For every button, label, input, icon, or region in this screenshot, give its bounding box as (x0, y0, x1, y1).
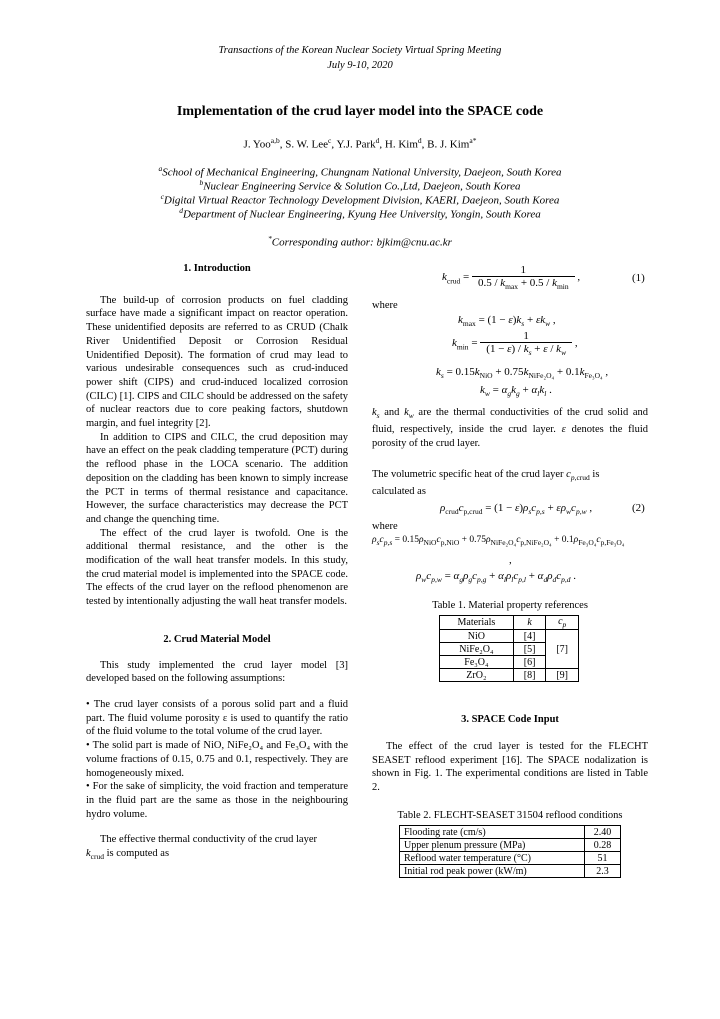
affiliation-b: $^b$Nuclear Engineering Service & Solution Co.,Ltd, Daejeon, South Korea (199, 178, 521, 193)
equation-kw: $k_w = \alpha_gk_g + \alpha_lk_l$ . (480, 384, 552, 399)
table-row (400, 839, 621, 852)
table-cell: 2.40 (584, 826, 620, 839)
table-cell: 0.28 (584, 839, 620, 852)
table-header-cell: Materials (440, 616, 514, 630)
table-row (400, 826, 621, 839)
table-cell: [9] (546, 669, 579, 682)
assumption-bullet-3: • For the sake of simplicity, the void fraction and temperature in the fluid part are the same as those in the neighbouring hydro volume. (86, 781, 348, 820)
model-intro-paragraph: This study implemented the crud layer model [3] developed based on the following assumptions: (86, 659, 348, 685)
intro-paragraph-1: The build-up of corrosion products on fuel cladding surface have made a significant impact on reactor operation. These unidentified deposits are referred to as CRUD (Chalk River Unidentified Deposit or Corrosion Residual Unidentified Deposit). The formation of crud may lead to various undesirable consequences such as crud-induced power shift (CIPS) and crud-induced localized corrosion (CILC) [1]. CIPS and CILC should be addressed on the safety of nuclear reactors due to core peaking factors, shutdown margin, and fuel integrity [2]. (86, 294, 348, 430)
table-cell: ZrO₂ (440, 669, 514, 682)
table-cell: [7] (546, 630, 579, 669)
equation-rho-cps: $\rho_sc_{p,s} = 0.15\rho_{NiO}c_{p,NiO} + 0.75\rho_{NiFe_2O_4}c_{p,NiFe_2O_4} + 0.1\rho_{Fe_3O_4}c_{p,Fe_3O_4}$ (372, 535, 625, 547)
table-cell: [5] (513, 643, 546, 656)
table-row (440, 669, 579, 682)
table-2-caption: Table 2. FLECHT-SEASET 31504 reflood conditions (397, 810, 623, 821)
where-label-2: where (372, 521, 398, 532)
equation-2-number: (2) (632, 502, 645, 514)
table-cell: 51 (584, 852, 620, 865)
table-cell: Fe₃O₄ (440, 656, 514, 669)
table-cell: Initial rod peak power (kW/m) (400, 865, 585, 878)
equation-rho-cpw: $\rho_wc_{p,w} = \alpha_g\rho_gc_{p,g} + \alpha_l\rho_lc_{p,l} + \alpha_d\rho_dc_{p,d}$ . (416, 570, 576, 585)
running-header-date: July 9-10, 2020 (327, 60, 393, 71)
assumption-bullet-1: • The crud layer consists of a porous solid part and a fluid part. The fluid volume porosity ε is used to quantify the ratio of the fluid volume to the total volume of the crud layer. (86, 698, 348, 738)
left-column (86, 262, 348, 864)
running-header-meeting: Transactions of the Korean Nuclear Society Virtual Spring Meeting (218, 45, 502, 56)
conductivity-paragraph: The effective thermal conductivity of the crud layer $k_{crud}$ is computed as (86, 834, 318, 862)
equation-1-number: (1) (632, 272, 645, 284)
paper-title: Implementation of the crud layer model into the SPACE code (176, 104, 544, 119)
table-cell: NiFe₂O₄ (440, 643, 514, 656)
equation-1: $k_{crud}$ = $\frac{1}{0.5 / k_{max} + 0.5 / k_{min}}$ , (442, 264, 581, 292)
table-2-reflood-conditions (399, 825, 621, 878)
specific-heat-paragraph: The volumetric specific heat of the crud layer $c_{p,crud}$ is calculated as (372, 469, 600, 497)
equation-ks: $k_s = 0.15k_{NiO} + 0.75k_{NiFe_2O_4} + 0.1k_{Fe_3O_4}$ , (436, 366, 609, 381)
space-input-paragraph: The effect of the crud layer is tested for the FLECHT SEASET reflood experiment [16]. The SPACE nodalization is shown in Fig. 1. The experimental conditions are listed in Table 2. (372, 741, 648, 794)
corresponding-author: *Corresponding author: bjkim@cnu.ac.kr (268, 234, 452, 249)
table-header-cell: k (513, 616, 546, 630)
section-heading-space-input: 3. SPACE Code Input (461, 714, 559, 725)
table-row (440, 616, 579, 630)
section-heading-crud-model: 2. Crud Material Model (163, 633, 271, 645)
where-label-1: where (372, 300, 398, 311)
table-cell: [4] (513, 630, 546, 643)
conductivity-definition: $k_s$ and $k_w$ are the thermal conductivities of the crud solid and fluid, respectively, inside the crud layer. ε denotes the fluid porosity of the crud layer. (372, 407, 649, 449)
table-cell: [8] (513, 669, 546, 682)
equation-2: $\rho_{crud}c_{p,crud} = (1 - \varepsilon)\rho_sc_{p,s} + \varepsilon\rho_wc_{p,w}$ , (440, 502, 593, 517)
table-cell: Flooding rate (cm/s) (400, 826, 585, 839)
affiliation-d: $^d$Department of Nuclear Engineering, Kyung Hee University, Yongin, South Korea (179, 206, 541, 221)
table-cell: [6] (513, 656, 546, 669)
table-row (440, 630, 579, 643)
equation-kmin: $k_{min}$ = $\frac{1}{(1 - \varepsilon) / k_s + \varepsilon / k_w}$ , (452, 330, 578, 358)
table-row (400, 865, 621, 878)
equation-kmax: $k_{max} = (1 - \varepsilon)k_s + \varepsilon k_w$ , (458, 314, 556, 329)
affiliation-c: $^c$Digital Virtual Reactor Technology Development Division, KAERI, Daejeon, South Korea (160, 192, 560, 207)
table-1-material-references (439, 615, 579, 682)
author-list: J. Yoo$^{a,b}$, S. W. Lee$^c$, Y.J. Park$^d$, H. Kim$^d$, B. J. Kim$^{a*}$ (243, 136, 477, 151)
equation-rho-cps-comma: , (509, 554, 512, 566)
section-heading-introduction: 1. Introduction (183, 263, 251, 274)
affiliation-a: $^a$School of Mechanical Engineering, Chungnam National University, Daejeon, South Korea (158, 164, 562, 179)
table-header-cell: $c_p$ (546, 616, 579, 630)
table-row (400, 852, 621, 865)
assumption-bullet-2: • The solid part is made of NiO, NiFe₂O₄ and Fe₃O₄ with the volume fractions of 0.15, 0.75 and 0.1, respectively. They are homogeneously mixed. (86, 740, 348, 779)
table-cell: NiO (440, 630, 514, 643)
table-cell: Reflood water temperature (°C) (400, 852, 585, 865)
intro-paragraph-2: In addition to CIPS and CILC, the crud deposition may have an effect on the peak cladding temperature (PCT) during the reflood phase in the LOCA scenario. The addition deposition on the cladding has been known to simply increase the PCT in terms of thermal resistance and capacitance. However, the surface characteristics may decrease the PCT and change the quenching time. (86, 431, 348, 525)
table-cell: 2.3 (584, 865, 620, 878)
intro-paragraph-3: The effect of the crud layer is twofold. One is the additional thermal resistance, and the other is the modification of the wall heat transfer models. In this study, the crud material model is implemented into the SPACE code. The effects of the crud layer on the reflood phenomenon are tested by intentionally adjusting the wall heat transfer models. (86, 527, 348, 608)
table-1-caption: Table 1. Material property references (432, 600, 588, 611)
table-cell: Upper plenum pressure (MPa) (400, 839, 585, 852)
